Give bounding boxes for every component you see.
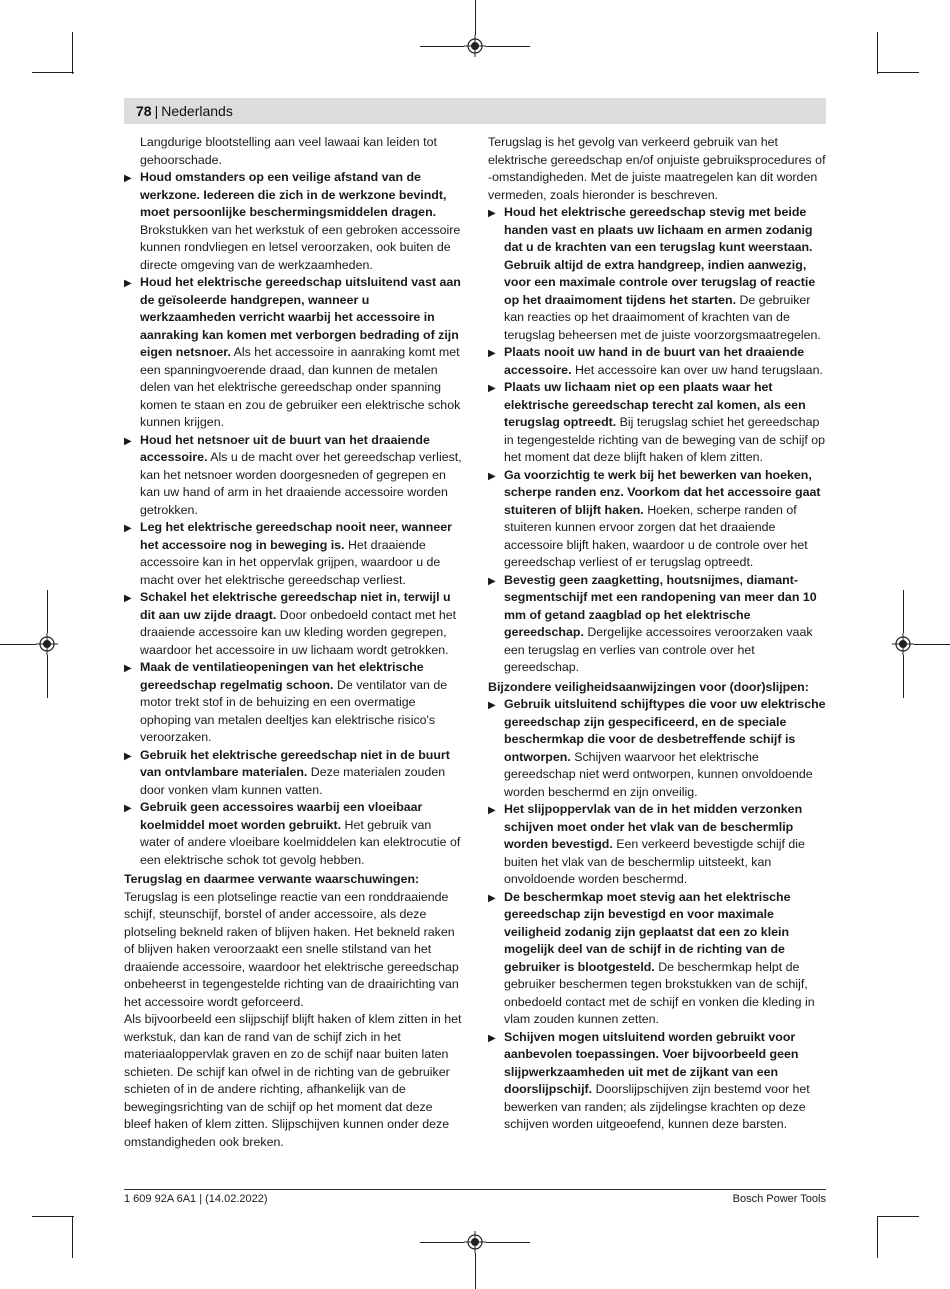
registration-mark-icon [464,1231,486,1253]
crop-mark [914,644,950,645]
crop-mark [475,1253,476,1289]
item-bold: Leg het elektrische gereedschap nooit neer, wanneer het accessoire nog in beweging is. [140,520,452,552]
item-bold: Plaats uw lichaam niet op een plaats waar het elektrische gereedschap terecht zal komen, als een terugslag optreedt. [504,380,806,429]
crop-mark [475,0,476,35]
crop-mark [877,32,878,74]
crop-mark [420,1242,464,1243]
item-bold: De beschermkap moet stevig aan het elektrische gereedschap zijn bevestigd en voor maximale veiligheid zodanig zijn geplaatst dat een zo klein mogelijk deel van de schijf in de richting van de gebruiker is blootgesteld. [504,889,791,974]
item-bold: Bevestig geen zaagketting, houtsnijmes, diamant-segmentschijf met een randopening van meer dan 10 mm of getand zaagblad op het elektrische gereedschap. [504,572,817,639]
left-column [124,134,462,1151]
crop-mark [877,1216,919,1217]
registration-mark-icon [892,633,914,655]
list-item [488,801,826,889]
item-bold: Plaats nooit uw hand in de buurt van het draaiende accessoire. [504,345,805,377]
item-text: De beschermkap helpt de gebruiker beschermen tegen brokstukken van de schijf, onbedoeld contact met de schijf en vonken die kleding in vlam zouden kunnen zetten. [504,959,815,1026]
item-bold: Gebruik het elektrische gereedschap niet in de buurt van ontvlambare materialen. [140,747,450,779]
header-separator: | [154,103,159,119]
item-text: Als u de macht over het gereedschap verliest, kan het netsnoer worden doorgesneden of gegrepen en kan uw hand of arm in het draaiende accessoire worden getrokken. [140,450,462,517]
item-text: Als het accessoire in aanraking komt met een spanningvoerende draad, dan kunnen de metalen delen van het elektrische gereedschap onder spanning komen te staan en zou de gebruiker een elektrische schok kunnen krijgen. [140,345,461,429]
intro-text: Langdurige blootstelling aan veel lawaai kan leiden tot gehoorschade. [140,135,437,167]
item-bold: Ga voorzichtig te werk bij het bewerken van hoeken, scherpe randen enz. Voorkom dat het accessoire gaat stuiteren of blijft haken. [504,467,821,517]
crop-mark [877,1216,878,1258]
crop-mark [72,1216,73,1258]
item-text: Schijven waarvoor het elektrische gereedschap niet werd ontworpen, kunnen onvoldoende worden beschermd en zijn onveilig. [504,749,813,799]
section-heading: Bijzondere veiligheidsaanwijzingen voor (door)slijpen: [488,679,809,694]
item-bold: Het slijpoppervlak van de in het midden verzonken schijven moet onder het vlak van de beschermlip worden bevestigd. [504,802,803,851]
item-bold: Schakel het elektrische gereedschap niet in, terwijl u dit aan uw zijde draagt. [140,590,451,622]
crop-mark [486,46,530,47]
footer-doc-code: 1 609 92A 6A1 | (14.02.2022) [124,1193,268,1205]
intro-text: Terugslag is het gevolg van verkeerd gebruik van het elektrische gereedschap en/of onjuiste gebruiksprocedures of -omstandigheden. Met de juiste maatregelen kan dit worden vermeden, zoals hieronder is beschreven. [488,135,826,202]
crop-mark [903,655,904,698]
item-text: Doorslijpschijven zijn bestemd voor het bewerken van randen; als zijdelingse krachten op deze schijven worden uitgeoefend, kunnen deze barsten. [504,1082,810,1131]
item-text: Het gebruik van water of andere vloeibare koelmiddelen kan elektrocutie of een elektrische schok tot gevolg hebben. [140,817,461,867]
registration-mark-icon [464,35,486,57]
footer-rule [124,1189,826,1190]
list-item [488,889,826,1029]
item-text: Het accessoire kan over uw hand terugslaan. [571,362,823,377]
page-header [136,102,233,120]
list-item [124,519,462,589]
list-item [488,467,826,572]
list-item [124,799,462,869]
item-text: Bij terugslag schiet het gereedschap in tegengestelde richting van de beweging van de schijf op het moment dat deze blijft haken of klem zitten. [504,415,826,464]
paragraph: Als bijvoorbeeld een slijpschijf blijft haken of klem zitten in het werkstuk, dan kan de rand van de schijf zich in het materiaaloppervlak graven en zo de schijf naar buiten laten schieten. De schijf kan ofwel in de richting van de gebruiker schieten of in de andere richting, afhankelijk van de bewegingsrichting van de schijf op het moment dat deze bleef haken of klem zitten. Slijpschijven kunnen onder deze omstandigheden ook breken. [124,1012,462,1149]
item-bold: Houd het elektrische gereedschap uitsluitend vast aan de geïsoleerde handgrepen, wanneer u werkzaamheden verricht waarbij het accessoire in aanraking kan komen met verborgen bedrading of zijn eigen netsnoer. [140,275,461,359]
list-item [124,659,462,747]
header-language: Nederlands [161,103,233,119]
crop-mark [486,1242,530,1243]
footer-brand: Bosch Power Tools [732,1193,826,1205]
item-text: Brokstukken van het werkstuk of een gebroken accessoire kunnen rondvliegen en letsel veroorzaken, ook buiten de directe omgeving van de werkzaamheden. [140,222,461,272]
crop-mark [47,655,48,698]
list-item [488,572,826,677]
crop-mark [877,72,919,73]
section-heading: Terugslag en daarmee verwante waarschuwingen: [124,872,420,886]
item-text: De gebruiker kan reacties op het draaimoment of krachten van de terugslag beheersen met de juiste voorzorgsmaatregelen. [504,292,821,342]
item-text: Dergelijke accessoires veroorzaken vaak een terugslag en verlies van controle over het gereedschap. [504,625,813,674]
list-item [488,344,826,379]
item-bold: Gebruik geen accessoires waarbij een vloeibaar koelmiddel moet worden gebruikt. [140,800,423,832]
item-bold: Houd het netsnoer uit de buurt van het draaiende accessoire. [140,432,430,464]
right-column [488,134,826,1134]
item-bold: Gebruik uitsluitend schijftypes die voor uw elektrische gereedschap zijn gespecificeerd, en de speciale beschermkap die voor de desbetreffende schijf is ontworpen. [504,697,826,764]
page-number: 78 [136,103,152,119]
crop-mark [0,644,36,645]
item-text: Deze materialen zouden door vonken vlam kunnen vatten. [140,765,446,797]
item-text: Door onbedoeld contact met het draaiende accessoire kan uw kleding worden gegrepen, waardoor het accessoire in uw lichaam wordt getrokken. [140,607,457,657]
list-item [124,589,462,659]
list-item [488,696,826,801]
list-item [488,379,826,467]
crop-mark [47,590,48,633]
crop-mark [32,1216,74,1217]
item-bold: Houd omstanders op een veilige afstand van de werkzone. Iedereen die zich in de werkzone bevindt, moet persoonlijke beschermingsmiddelen dragen. [140,170,447,219]
item-bold: Maak de ventilatieopeningen van het elektrische gereedschap regelmatig schoon. [140,660,424,692]
paragraph: Terugslag is een plotselinge reactie van een ronddraaiende schijf, steunschijf, borstel of ander accessoire, als deze plotseling bekneld raken of blijven haken. Het bekneld raken of blijven haken veroorzaakt een snelle stilstand van het draaiende accessoire, waardoor het elektrische gereedschap onbeheerst in tegengestelde richting van de draairichting van het accessoire wordt geforceerd. [124,889,459,1009]
crop-mark [32,72,74,73]
list-item [488,1029,826,1134]
crop-mark [420,46,464,47]
list-item [124,169,462,274]
item-text: De ventilator van de motor trekt stof in de behuizing en een overmatige ophoping van metalen deeltjes kan elektrische risico's veroorzaken. [140,677,448,744]
item-bold: Schijven mogen uitsluitend worden gebruikt voor aanbevolen toepassingen. Voer bijvoorbeeld geen slijpwerkzaamheden uit met de zijkant van een doorslijpschijf. [504,1029,799,1096]
registration-mark-icon [36,633,58,655]
item-bold: Houd het elektrische gereedschap stevig met beide handen vast en plaats uw lichaam en armen zodanig dat u de krachten van een terugslag kunt weerstaan. Gebruik altijd de extra handgreep, indien aanwezig, voor een maximale controle over terugslag of reactie op het draaimoment tijdens het starten. [504,205,816,307]
crop-mark [72,32,73,74]
list-item [124,432,462,520]
crop-mark [903,590,904,633]
list-item [124,274,462,432]
item-text: Het draaiende accessoire kan in het oppervlak grijpen, waardoor u de macht over het elektrische gereedschap verliest. [140,537,441,587]
item-text: Hoeken, scherpe randen of stuiteren kunnen ervoor zorgen dat het draaiende accessoire blijft haken, waardoor u de controle over het gereedschap verliest of er terugslag optreedt. [504,502,808,569]
list-item [124,747,462,800]
item-text: Een verkeerd bevestigde schijf die buiten het vlak van de beschermlip uitsteekt, kan onvoldoende worden beschermd. [504,837,805,886]
list-item [488,204,826,344]
